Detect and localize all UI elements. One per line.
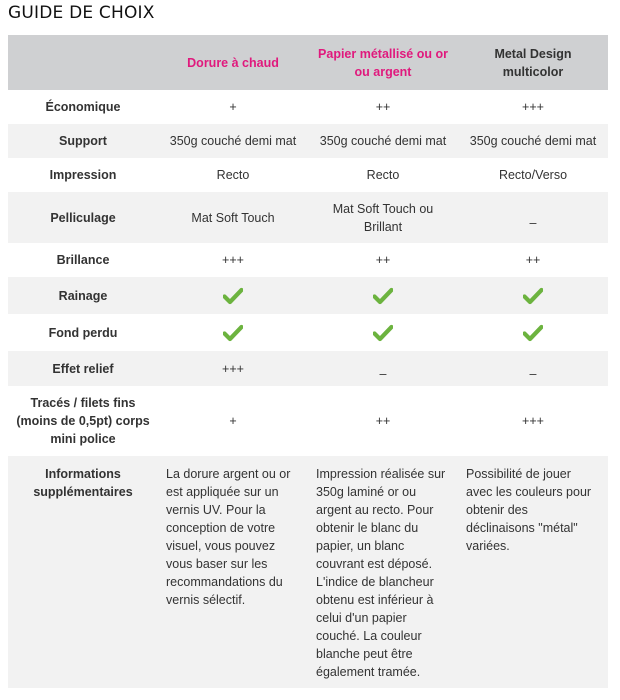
table-row-informations [8,456,608,688]
check-icon [373,287,393,305]
row-label: Tracés / filets fins (moins de 0,5pt) corps mini police [16,396,150,446]
check-icon [223,287,243,305]
table-cell: ++ [375,253,391,267]
table-cell: 350g couché demi mat [469,134,597,148]
table-cell: – [529,366,537,381]
check-icon [373,324,393,342]
row-label: Fond perdu [48,325,118,340]
table-cell [158,277,308,314]
table-header-row [8,35,608,90]
table-row-traces [8,386,608,456]
table-cell: + [229,414,237,428]
table-cell: – [529,215,537,230]
table-cell [458,277,608,314]
table-cell: +++ [222,361,244,376]
table-row-pelliculage [8,192,608,243]
row-label: Informations supplémentaires [33,467,133,499]
check-icon [523,287,543,305]
table-cell: Recto [366,168,400,182]
row-label: Effet relief [52,361,114,376]
header-empty-cell [8,35,158,90]
row-label: Économique [45,100,121,114]
table-row-rainage [8,277,608,314]
table-cell: ++ [375,100,391,114]
comparison-table [8,35,608,688]
table-cell: 350g couché demi mat [319,134,447,148]
table-cell: – [379,366,387,381]
table-cell: Impression réalisée sur 350g laminé or ou argent au recto. Pour obtenir le blanc du papier, un blanc couvrant est déposé. L'indice de blancheur obtenu est inférieur à celui d'un papier couché. La couleur blanche peut être également tramée. [316,467,446,679]
table-cell: ++ [525,253,541,267]
table-cell [308,314,458,351]
table-cell: Mat Soft Touch ou Brillant [332,201,434,234]
check-icon [523,324,543,342]
table-cell: + [229,100,237,114]
table-row-brillance [8,243,608,277]
table-cell: Possibilité de jouer avec les couleurs pour obtenir des déclinaisons "métal" variées. [466,467,592,553]
row-label: Pelliculage [50,210,116,225]
table-row-economique [8,90,608,124]
table-cell: +++ [522,414,544,428]
row-label: Brillance [56,253,110,267]
table-row-impression [8,158,608,192]
table-cell: +++ [222,253,244,267]
table-cell [308,277,458,314]
check-icon [223,324,243,342]
row-label: Impression [49,168,117,182]
page-title: GUIDE DE CHOIX [8,3,155,23]
row-label: Rainage [58,288,108,303]
table-row-effet-relief [8,351,608,386]
table-row-fond-perdu [8,314,608,351]
table-cell: Recto [216,168,250,182]
table-cell [158,314,308,351]
column-header-metal-design: Metal Design multicolor [494,46,572,79]
column-header-dorure: Dorure à chaud [187,55,279,70]
table-cell: Recto/Verso [498,168,568,182]
table-cell: Mat Soft Touch [191,210,275,225]
table-cell: +++ [522,100,544,114]
table-cell: La dorure argent ou or est appliquée sur un vernis UV. Pour la conception de votre visuel, vous pouvez vous baser sur les recommandations du vernis sélectif. [166,467,291,607]
table-cell [458,314,608,351]
table-cell: ++ [375,414,391,428]
table-cell: 350g couché demi mat [169,134,297,148]
table-row-support [8,124,608,158]
column-header-papier-metallise: Papier métallisé ou or ou argent [318,46,448,79]
row-label: Support [59,134,107,148]
